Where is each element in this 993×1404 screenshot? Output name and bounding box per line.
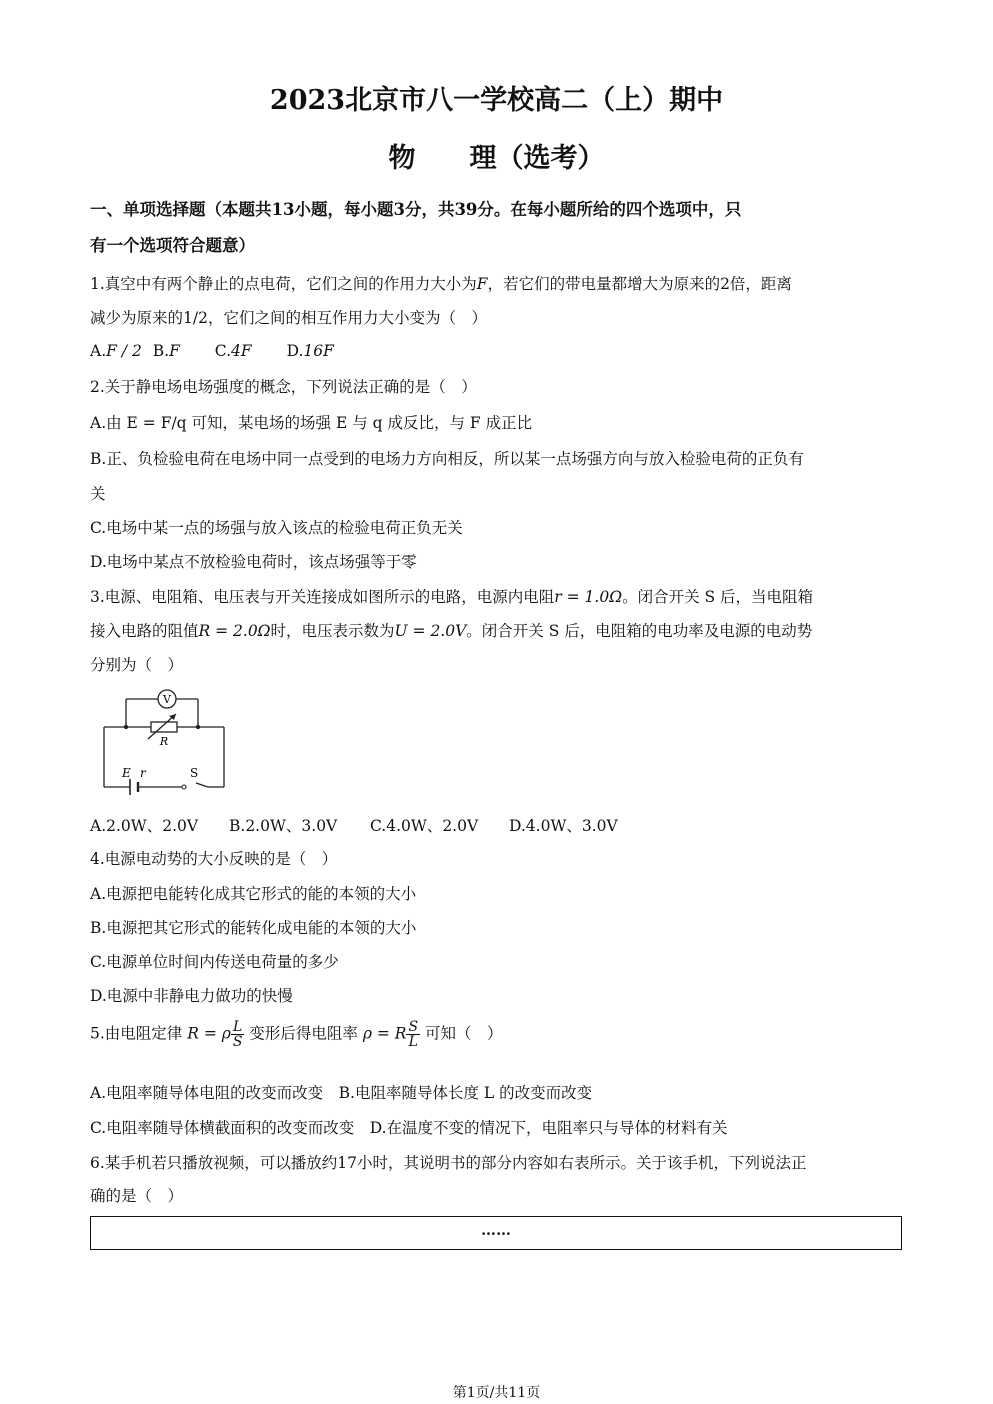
section-heading-line1: 一、单项选择题（本题共13小题，每小题3分，共39分。在每小题所给的四个选项中，只 xyxy=(90,200,742,219)
q5-formula2-numerator: S xyxy=(408,1019,419,1035)
page-subtitle: 物 理（选考） xyxy=(388,143,605,174)
q1-var: F xyxy=(476,275,488,293)
q1-option-b-label: B. xyxy=(152,342,170,360)
q2-option-a: A.由 E = F/q 可知，某电场的场强 E 与 q 成反比，与 F 成正比 xyxy=(90,414,533,432)
q5-stem xyxy=(90,1020,503,1049)
q2-option-c: C.电场中某一点的场强与放入该点的检验电荷正负无关 xyxy=(90,519,463,537)
q3-circuit-diagram xyxy=(96,683,236,795)
q3-line2 xyxy=(90,619,812,641)
q3-option-a: A.2.0W、2.0V xyxy=(90,817,199,835)
q5-formula2-denominator: L xyxy=(408,1034,418,1050)
voltmeter-label: V xyxy=(163,693,171,706)
q3-text-1b: 。闭合开关 S 后，当电阻箱 xyxy=(622,588,814,606)
q1-options xyxy=(90,342,334,360)
q2-stem: 2.关于静电场电场强度的概念，下列说法正确的是（ ） xyxy=(90,378,477,396)
q6-spec-table xyxy=(90,1216,902,1250)
q2-option-b-line1: B.正、负检验电荷在电场中同一点受到的电场力方向相反，所以某一点场强方向与放入检验电荷的正负有 xyxy=(90,450,804,468)
q5-text-2: 变形后得电阻率 xyxy=(249,1024,358,1043)
q6-line1: 6.某手机若只播放视频，可以播放约17小时，其说明书的部分内容如右表所示。关于该手机，下列说法正 xyxy=(90,1154,807,1172)
q5-options-ab: A.电阻率随导体电阻的改变而改变 B.电阻率随导体长度 L 的改变而改变 xyxy=(90,1084,593,1102)
q5-options-cd: C.电阻率随导体横截面积的改变而改变 D.在温度不变的情况下，电阻率只与导体的材料有关 xyxy=(90,1119,728,1137)
q5-formula1-numerator: L xyxy=(231,1020,245,1035)
q1-option-a-label: A. xyxy=(90,342,107,360)
resistor-label: R xyxy=(159,735,169,748)
junction-right xyxy=(196,725,200,729)
q1-option-c-value: 4F xyxy=(231,342,252,360)
q2-option-d: D.电场中某点不放检验电荷时，该点场强等于零 xyxy=(90,553,417,571)
q4-stem: 4.电源电动势的大小反映的是（ ） xyxy=(90,850,338,868)
q6-table-ellipsis: …… xyxy=(481,1221,511,1239)
q1-option-d-value: 16F xyxy=(303,342,334,360)
q3-line1 xyxy=(90,585,813,607)
q1-option-d-label: D. xyxy=(286,342,304,360)
switch-contact xyxy=(182,785,186,789)
q1-text-a: 1.真空中有两个静止的点电荷，它们之间的作用力大小为 xyxy=(90,275,477,293)
q4-option-c: C.电源单位时间内传送电荷量的多少 xyxy=(90,953,339,971)
q3-resistance-value: R = 2.0Ω xyxy=(198,622,271,640)
q3-line3: 分别为（ ） xyxy=(90,656,184,674)
q1-option-c-label: C. xyxy=(214,342,232,360)
q6-line2: 确的是（ ） xyxy=(90,1187,184,1205)
q1-line2: 减少为原来的1/2，它们之间的相互作用力大小变为（ ） xyxy=(90,309,487,327)
q2-option-b-line2: 关 xyxy=(90,485,106,503)
q1-option-a-value: F / 2 xyxy=(106,342,142,360)
switch-label: S xyxy=(190,766,199,780)
q3-internal-resistance: r = 1.0Ω xyxy=(554,588,623,606)
q3-text-2b: 时，电压表示数为 xyxy=(270,622,395,640)
q3-option-c: C.4.0W、2.0V xyxy=(370,817,479,835)
q5-formula2-lhs: ρ = R xyxy=(362,1024,407,1043)
q3-text-2a: 接入电路的阻值 xyxy=(90,622,199,640)
junction-left xyxy=(124,725,128,729)
q3-text-2c: 。闭合开关 S 后，电阻箱的电功率及电源的电动势 xyxy=(466,622,813,640)
q5-text-3: 可知（ ） xyxy=(425,1024,503,1043)
q4-option-d: D.电源中非静电力做功的快慢 xyxy=(90,987,293,1005)
q3-voltage-value: U = 2.0V xyxy=(394,622,467,640)
q3-option-b: B.2.0W、3.0V xyxy=(229,817,338,835)
q1-line1 xyxy=(90,272,792,294)
q3-options xyxy=(90,814,618,836)
page-number: 第1页/共11页 xyxy=(452,1385,541,1401)
q5-text-1: 5.由电阻定律 xyxy=(90,1024,183,1043)
q3-option-d: D.4.0W、3.0V xyxy=(509,817,618,835)
q4-option-a: A.电源把电能转化成其它形式的能的本领的大小 xyxy=(90,885,417,903)
q3-text-1a: 3.电源、电阻箱、电压表与开关连接成如图所示的电路，电源内电阻 xyxy=(90,588,555,606)
section-heading-line2: 有一个选项符合题意） xyxy=(90,236,255,255)
q1-option-b-value: F xyxy=(169,342,180,360)
q4-option-b: B.电源把其它形式的能转化成电能的本领的大小 xyxy=(90,919,417,937)
page-title: 2023北京市八一学校高二（上）期中 xyxy=(269,85,724,116)
q5-formula1-fraction xyxy=(231,1020,245,1049)
q5-formula2-fraction xyxy=(406,1020,420,1049)
q1-text-b: ，若它们的带电量都增大为原来的2倍，距离 xyxy=(487,275,792,293)
internal-resistance-label: r xyxy=(140,766,146,780)
q5-formula1-lhs: R = ρ xyxy=(187,1024,231,1043)
q5-formula1-denominator: S xyxy=(232,1034,243,1050)
emf-label: E xyxy=(122,766,131,780)
